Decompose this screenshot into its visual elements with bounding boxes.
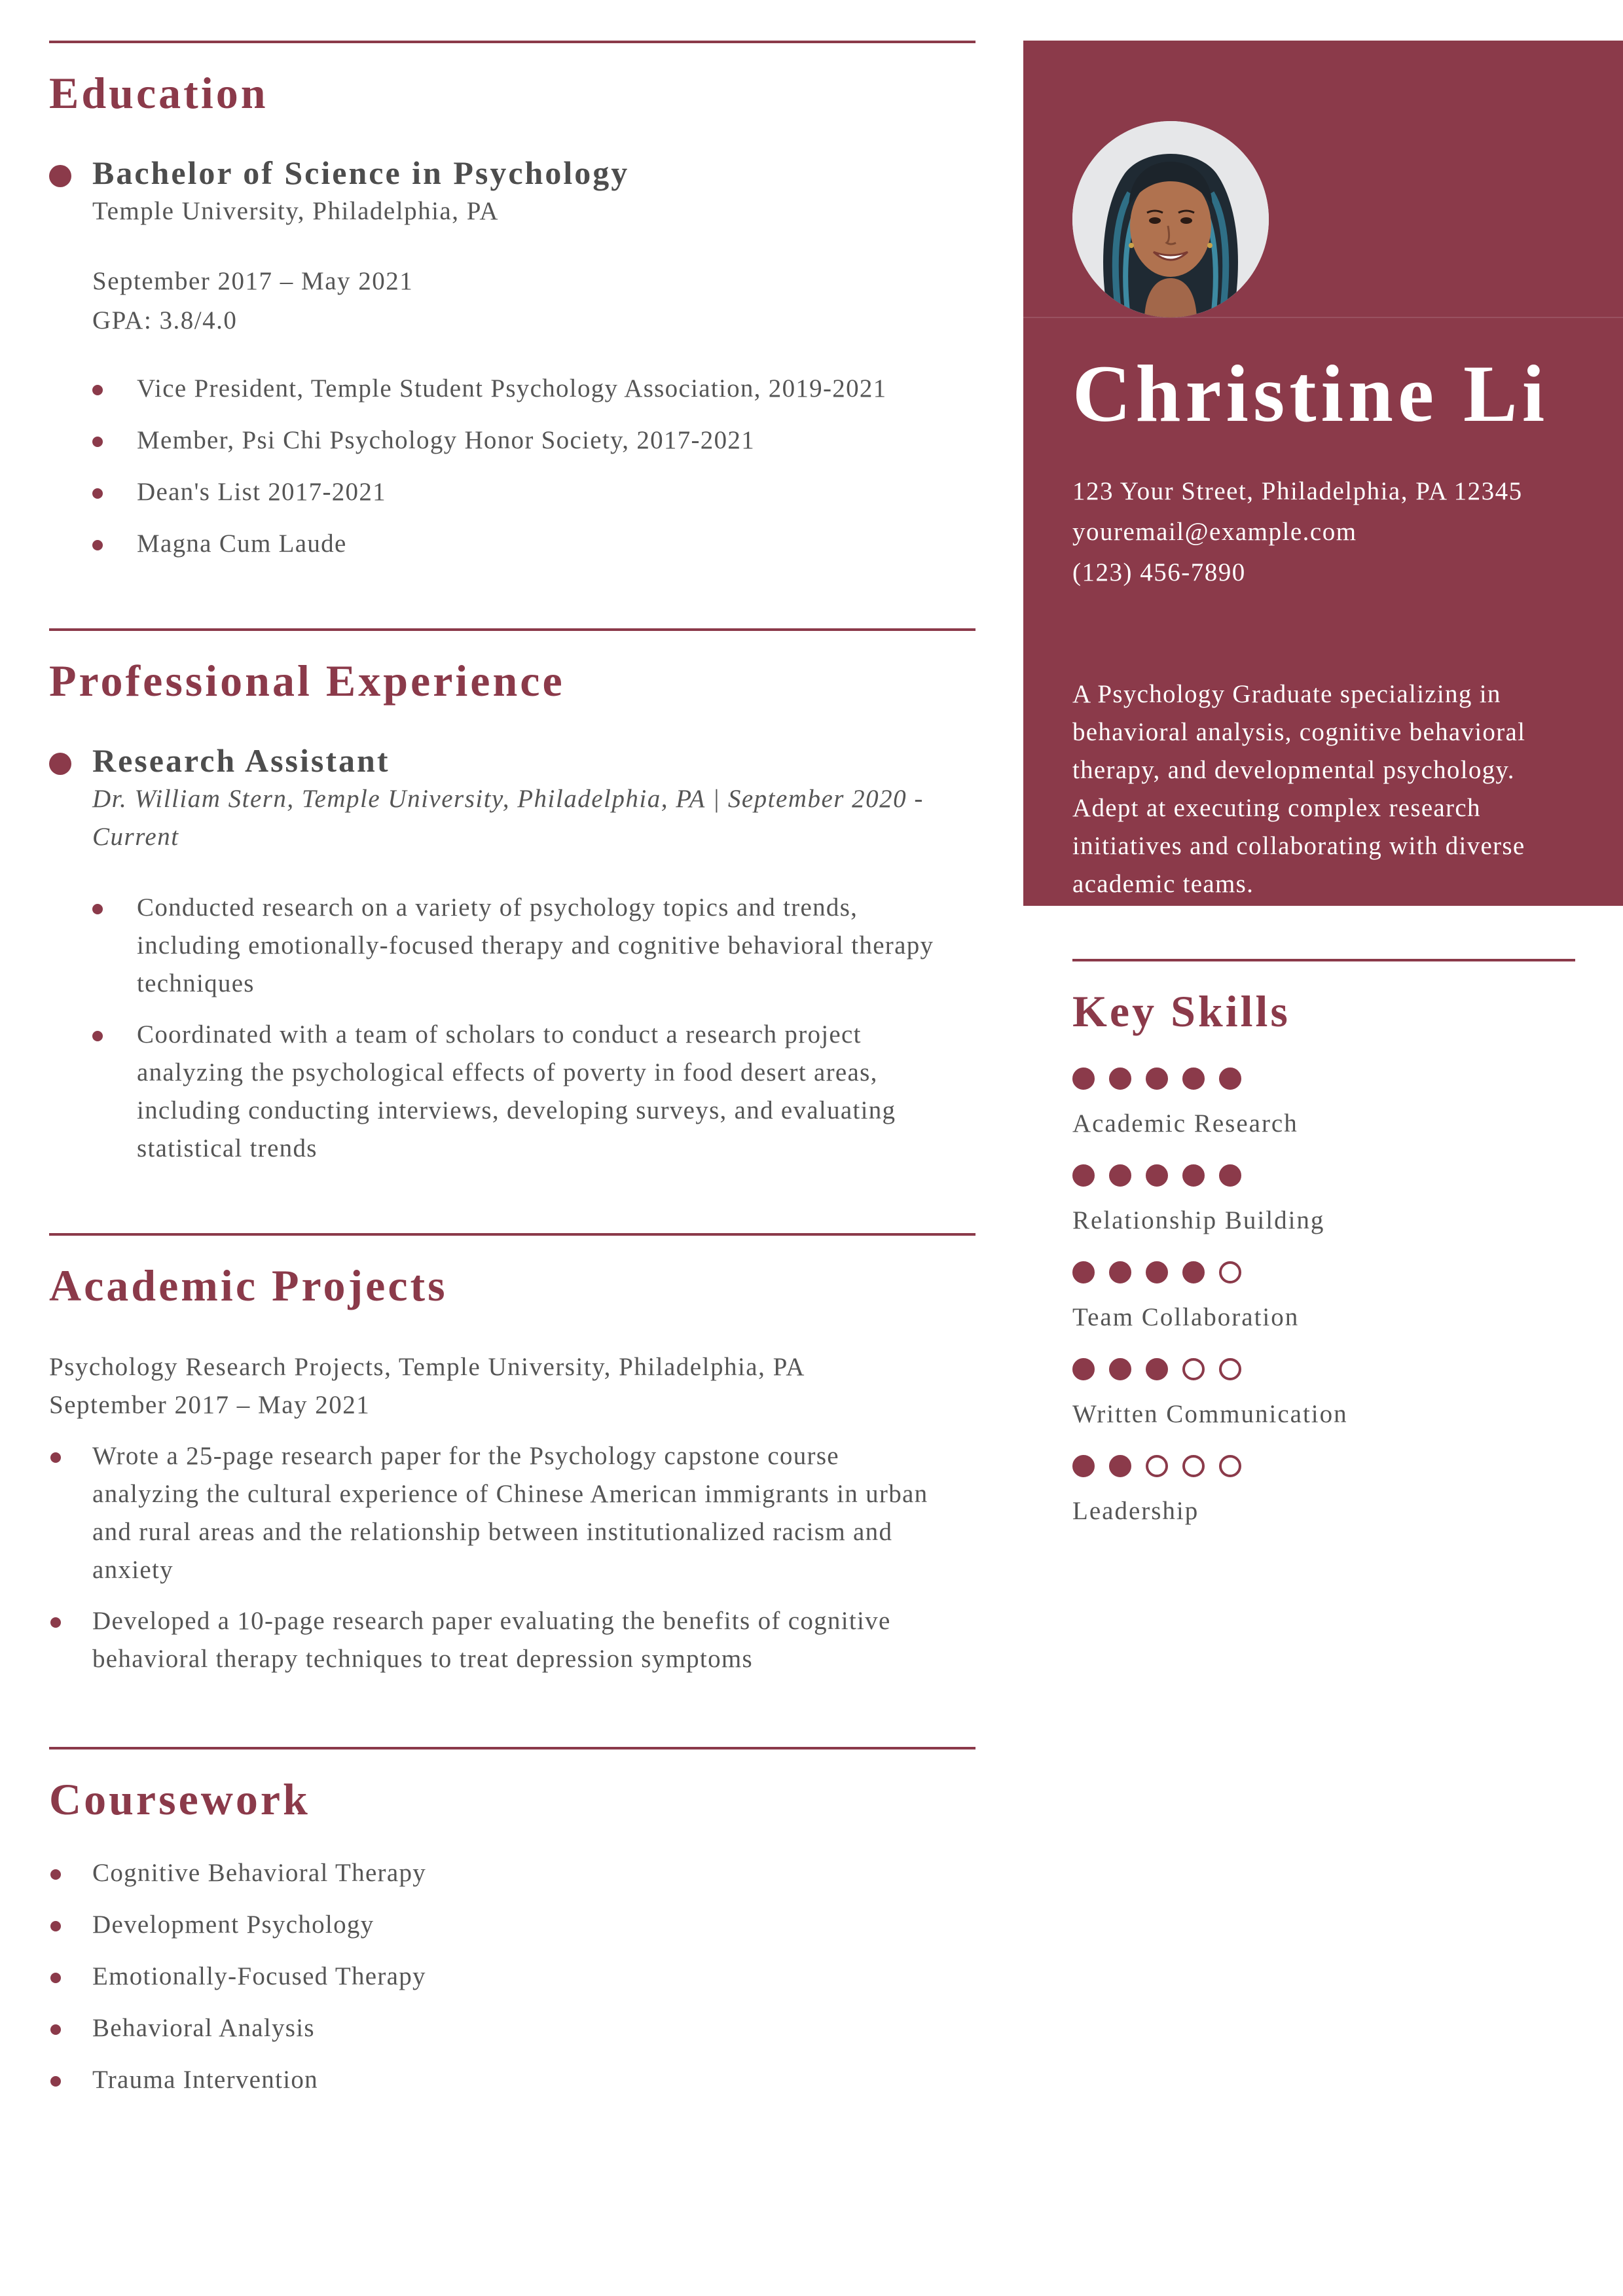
list-item: Vice President, Temple Student Psychology Association, 2019-2021 bbox=[49, 370, 976, 408]
rating-filled-dot-icon bbox=[1182, 1164, 1205, 1187]
rating-filled-dot-icon bbox=[1109, 1164, 1131, 1187]
projects-organization: Psychology Research Projects, Temple University, Philadelphia, PA bbox=[49, 1353, 805, 1381]
education-dates: September 2017 – May 2021 bbox=[92, 267, 414, 295]
list-item: Coordinated with a team of scholars to conduct a research project analyzing the psychological effects of poverty in food desert areas, including conducting interviews, developing surveys, and evaluating statistical trends bbox=[49, 1016, 962, 1168]
rating-filled-dot-icon bbox=[1072, 1455, 1095, 1477]
list-item: Magna Cum Laude bbox=[49, 525, 976, 563]
skill-item bbox=[1072, 1261, 1575, 1332]
entry-bullet-icon bbox=[49, 165, 71, 187]
experience-duties bbox=[49, 889, 976, 1168]
section-title-experience: Professional Experience bbox=[49, 656, 565, 706]
skill-label: Leadership bbox=[1072, 1497, 1199, 1525]
role-title: Research Assistant bbox=[92, 742, 390, 779]
rating-filled-dot-icon bbox=[1219, 1164, 1241, 1187]
section-title-projects: Academic Projects bbox=[49, 1261, 448, 1310]
skills-list bbox=[1072, 1067, 1575, 1526]
rating-filled-dot-icon bbox=[1072, 1164, 1095, 1187]
projects-list bbox=[49, 1437, 976, 1678]
rating-empty-dot-icon bbox=[1219, 1358, 1241, 1380]
profile-summary: A Psychology Graduate specializing in behavioral analysis, cognitive behavioral therapy, and developmental psychology. Adept at executing complex research initiatives and collaborating with diverse academic teams. bbox=[1072, 680, 1526, 898]
candidate-name: Christine Li bbox=[1072, 349, 1550, 439]
contact-address: 123 Your Street, Philadelphia, PA 12345 bbox=[1072, 477, 1523, 505]
rating-filled-dot-icon bbox=[1146, 1261, 1168, 1283]
education-entry bbox=[49, 153, 976, 340]
skill-rating bbox=[1072, 1358, 1575, 1380]
rating-filled-dot-icon bbox=[1109, 1261, 1131, 1283]
list-item: Member, Psi Chi Psychology Honor Society, 2017-2021 bbox=[49, 422, 976, 459]
rating-empty-dot-icon bbox=[1219, 1455, 1241, 1477]
rating-filled-dot-icon bbox=[1182, 1067, 1205, 1090]
skill-rating bbox=[1072, 1067, 1575, 1090]
list-item: Conducted research on a variety of psychology topics and trends, including emotionally-focused therapy and cognitive behavioral therapy techniques bbox=[49, 889, 962, 1003]
skill-label: Written Communication bbox=[1072, 1400, 1348, 1428]
coursework-list bbox=[49, 1854, 976, 2099]
school-name: Temple University, Philadelphia, PA bbox=[92, 197, 499, 225]
list-item: Dean's List 2017-2021 bbox=[49, 473, 976, 511]
rating-filled-dot-icon bbox=[1072, 1261, 1095, 1283]
list-item: Emotionally-Focused Therapy bbox=[49, 1958, 976, 1996]
education-section bbox=[49, 41, 976, 563]
rating-filled-dot-icon bbox=[1072, 1358, 1095, 1380]
rating-filled-dot-icon bbox=[1146, 1164, 1168, 1187]
section-title-education: Education bbox=[49, 68, 268, 118]
rating-filled-dot-icon bbox=[1109, 1358, 1131, 1380]
experience-entry bbox=[49, 741, 976, 856]
rating-empty-dot-icon bbox=[1182, 1358, 1205, 1380]
skill-rating bbox=[1072, 1455, 1575, 1477]
list-item: Behavioral Analysis bbox=[49, 2009, 976, 2047]
rating-filled-dot-icon bbox=[1219, 1067, 1241, 1090]
list-item: Development Psychology bbox=[49, 1906, 976, 1944]
skills-section bbox=[1072, 959, 1575, 1526]
contact-email[interactable]: youremail@example.com bbox=[1072, 518, 1357, 546]
education-highlights bbox=[49, 370, 976, 563]
rating-filled-dot-icon bbox=[1182, 1261, 1205, 1283]
divider bbox=[1023, 317, 1623, 318]
section-title-skills: Key Skills bbox=[1072, 986, 1290, 1036]
skill-label: Relationship Building bbox=[1072, 1206, 1325, 1234]
experience-section bbox=[49, 628, 976, 1168]
role-meta: Dr. William Stern, Temple University, Philadelphia, PA | September 2020 - Current bbox=[92, 785, 924, 851]
rating-empty-dot-icon bbox=[1146, 1455, 1168, 1477]
projects-section bbox=[49, 1233, 976, 1678]
degree-title: Bachelor of Science in Psychology bbox=[92, 154, 630, 191]
projects-dates: September 2017 – May 2021 bbox=[49, 1391, 371, 1419]
profile-photo bbox=[1072, 121, 1269, 317]
list-item: Wrote a 25-page research paper for the Psychology capstone course analyzing the cultural experience of Chinese American immigrants in urban and rural areas and the relationship between institutionalized racism and anxiety bbox=[49, 1437, 949, 1589]
rating-empty-dot-icon bbox=[1182, 1455, 1205, 1477]
portrait-illustration bbox=[1072, 121, 1269, 317]
rating-filled-dot-icon bbox=[1146, 1067, 1168, 1090]
rating-filled-dot-icon bbox=[1109, 1455, 1131, 1477]
skill-label: Team Collaboration bbox=[1072, 1303, 1300, 1331]
main-column bbox=[49, 41, 976, 2099]
skill-item bbox=[1072, 1067, 1575, 1138]
rating-filled-dot-icon bbox=[1072, 1067, 1095, 1090]
list-item: Trauma Intervention bbox=[49, 2061, 976, 2099]
profile-sidebar bbox=[1023, 41, 1623, 906]
entry-bullet-icon bbox=[49, 753, 71, 775]
skill-item bbox=[1072, 1164, 1575, 1235]
rating-filled-dot-icon bbox=[1146, 1358, 1168, 1380]
rating-filled-dot-icon bbox=[1109, 1067, 1131, 1090]
skill-label: Academic Research bbox=[1072, 1109, 1298, 1138]
coursework-section bbox=[49, 1747, 976, 2099]
skill-item bbox=[1072, 1455, 1575, 1526]
skill-item bbox=[1072, 1358, 1575, 1429]
contact-phone[interactable]: (123) 456-7890 bbox=[1072, 558, 1246, 586]
contact-info bbox=[1072, 471, 1523, 593]
education-gpa: GPA: 3.8/4.0 bbox=[92, 306, 238, 334]
list-item: Cognitive Behavioral Therapy bbox=[49, 1854, 976, 1892]
section-title-coursework: Coursework bbox=[49, 1774, 310, 1824]
skill-rating bbox=[1072, 1261, 1575, 1283]
rating-empty-dot-icon bbox=[1219, 1261, 1241, 1283]
list-item: Developed a 10-page research paper evaluating the benefits of cognitive behavioral therapy techniques to treat depression symptoms bbox=[49, 1602, 949, 1678]
skill-rating bbox=[1072, 1164, 1575, 1187]
